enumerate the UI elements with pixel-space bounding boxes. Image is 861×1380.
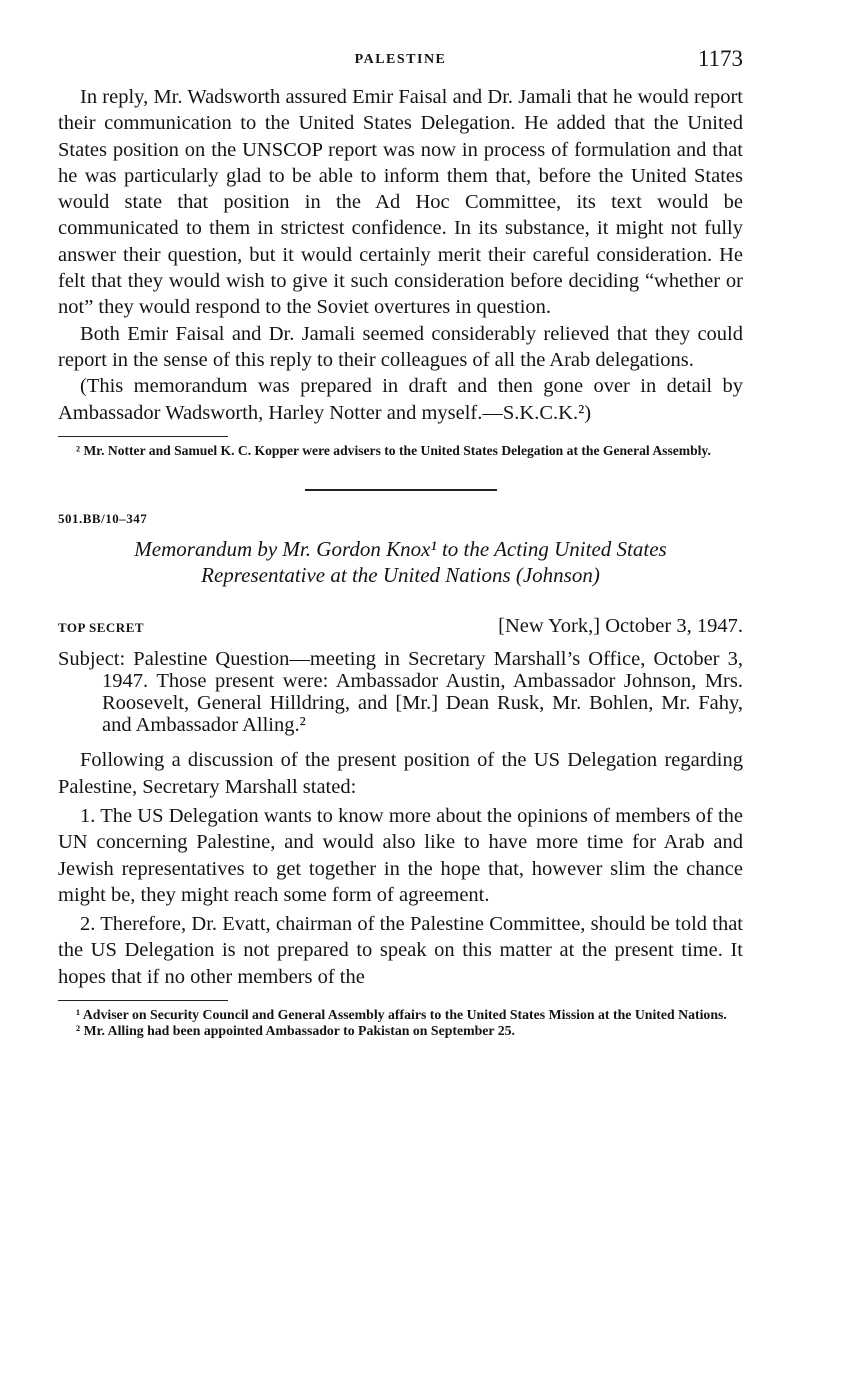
paragraph: Following a discussion of the present position of the US Delegation regarding Palestine, Secretary Marshall stated: xyxy=(58,749,743,798)
title-line: Memorandum by Mr. Gordon Knox¹ to the Acting United States xyxy=(134,537,667,562)
running-head: PALESTINE xyxy=(354,52,447,67)
footnote-divider xyxy=(58,436,228,437)
section-divider xyxy=(305,489,497,491)
title-line: Representative at the United Nations (Johnson) xyxy=(201,563,600,588)
footnote-divider xyxy=(58,1000,228,1001)
paragraph: (This memorandum was prepared in draft and then gone over in detail by Ambassador Wadsworth, Harley Notter and myself.—S.K.C.K.²) xyxy=(58,375,743,424)
page-number: 1173 xyxy=(697,46,743,71)
classification-label: TOP SECRET xyxy=(58,620,145,636)
classification-line xyxy=(58,615,743,638)
paragraph: In reply, Mr. Wadsworth assured Emir Faisal and Dr. Jamali that he would report their communication to the United States Delegation. He added that the United States position on the UNSCOP report was now in process of formulation and that he was particularly glad to be able to inform them that, before the United States would state that position in the Ad Hoc Committee, its text would be communicated to them in strictest confidence. In its substance, it might not fully answer their question, but it would certainly merit their careful consideration. He felt that they would wish to give it such consideration before deciding “whether or not” they would respond to the Soviet overtures in question. xyxy=(58,86,743,319)
file-number: 501.BB/10–347 xyxy=(58,511,148,527)
footnote: ² Mr. Notter and Samuel K. C. Kopper were advisers to the United States Delegation at the General Assembly. xyxy=(76,442,711,458)
paragraph: Both Emir Faisal and Dr. Jamali seemed considerably relieved that they could report in the sense of this reply to their colleagues of all the Arab delegations. xyxy=(58,322,743,371)
document-page xyxy=(58,44,743,1038)
footnote: ¹ Adviser on Security Council and General Assembly affairs to the United States Mission at the United Nations. xyxy=(76,1007,727,1023)
document-title xyxy=(58,536,743,588)
paragraph: 2. Therefore, Dr. Evatt, chairman of the Palestine Committee, should be told that the US Delegation is not prepared to speak on this matter at the present time. It hopes that if no other members of the xyxy=(58,913,743,988)
dateline: [New York,] October 3, 1947. xyxy=(498,615,743,638)
page-header xyxy=(58,44,743,84)
subject-line: Subject: Palestine Question—meeting in Secretary Marshall’s Office, October 3, 1947. Those present were: Ambassador Austin, Ambassador Johnson, Mrs. Roosevelt, General Hilldring, and [Mr.] Dean Rusk, Mr. Bohlen, Mr. Fahy, and Ambassador Alling.² xyxy=(58,648,743,737)
memorandum-body xyxy=(58,747,743,990)
footnote: ² Mr. Alling had been appointed Ambassador to Pakistan on September 25. xyxy=(76,1022,515,1038)
paragraph: 1. The US Delegation wants to know more about the opinions of members of the UN concerning Palestine, and would also like to have more time for Arab and Jewish representatives to get together in the hope that, however slim the chance might be, they might reach some form of agreement. xyxy=(58,804,743,906)
section1-body xyxy=(58,84,743,426)
